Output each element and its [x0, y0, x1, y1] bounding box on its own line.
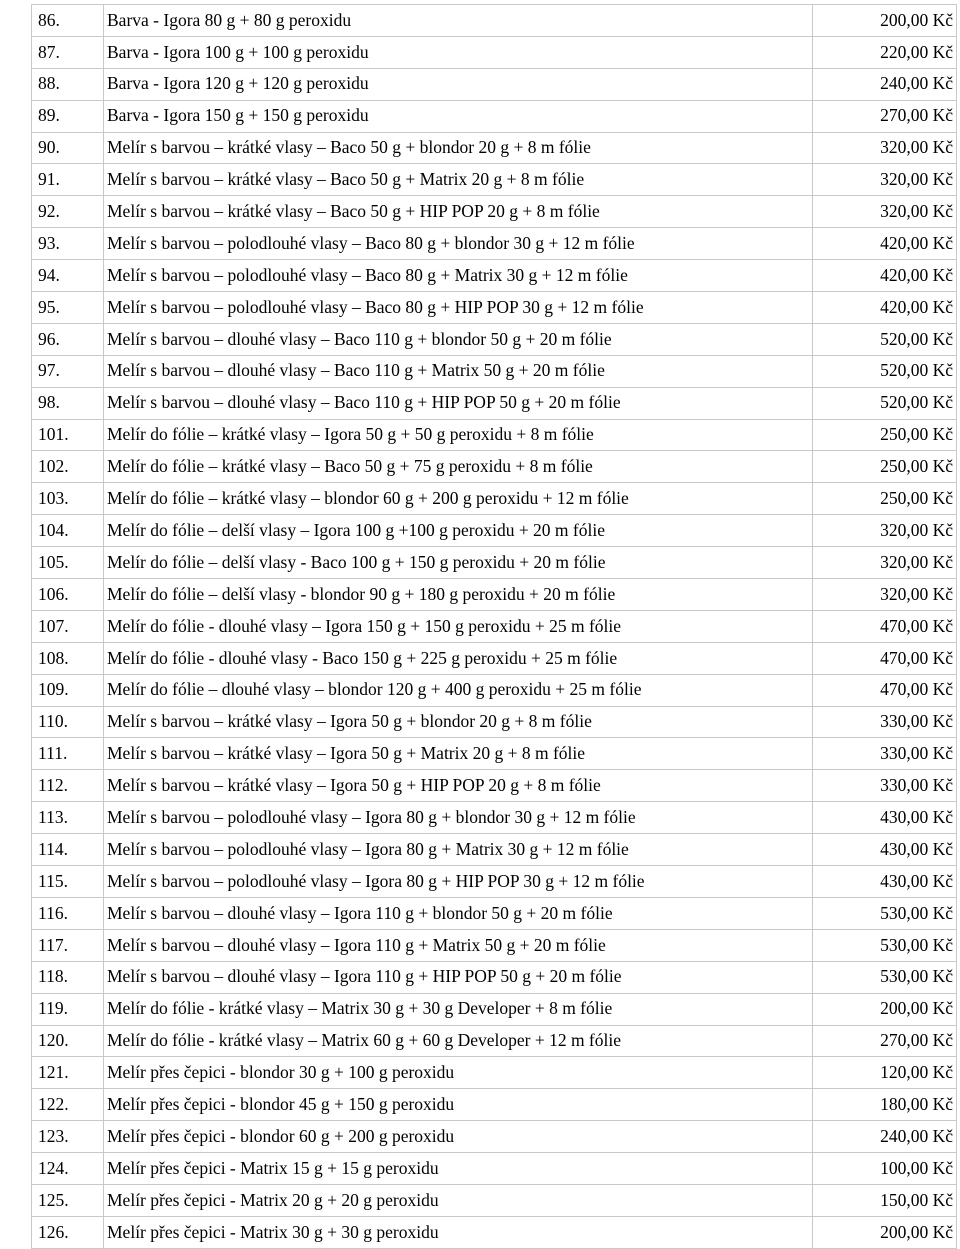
item-price: 330,00 Kč: [813, 770, 957, 802]
table-row: [32, 1025, 957, 1057]
table-row: [32, 164, 957, 196]
table-row: [32, 228, 957, 260]
item-number: 122.: [32, 1089, 104, 1121]
item-number: 118.: [32, 961, 104, 993]
item-description: Melír s barvou – krátké vlasy – Baco 50 g + HIP POP 20 g + 8 m fólie: [104, 196, 813, 228]
item-price: 180,00 Kč: [813, 1089, 957, 1121]
table-row: [32, 866, 957, 898]
item-price: 320,00 Kč: [813, 515, 957, 547]
item-number: 119.: [32, 993, 104, 1025]
item-number: 96.: [32, 323, 104, 355]
item-number: 86.: [32, 5, 104, 37]
item-price: 520,00 Kč: [813, 355, 957, 387]
item-description: Melír do fólie – krátké vlasy – Igora 50 g + 50 g peroxidu + 8 m fólie: [104, 419, 813, 451]
item-description: Melír do fólie - dlouhé vlasy – Igora 150 g + 150 g peroxidu + 25 m fólie: [104, 610, 813, 642]
table-row: [32, 897, 957, 929]
item-description: Melír s barvou – polodlouhé vlasy – Igora 80 g + blondor 30 g + 12 m fólie: [104, 802, 813, 834]
item-number: 94.: [32, 260, 104, 292]
table-row: [32, 1089, 957, 1121]
item-description: Melír přes čepici - blondor 60 g + 200 g peroxidu: [104, 1121, 813, 1153]
item-number: 111.: [32, 738, 104, 770]
item-description: Melír do fólie – krátké vlasy – blondor 60 g + 200 g peroxidu + 12 m fólie: [104, 483, 813, 515]
table-row: [32, 260, 957, 292]
item-number: 104.: [32, 515, 104, 547]
item-description: Melír s barvou – polodlouhé vlasy – Baco 80 g + blondor 30 g + 12 m fólie: [104, 228, 813, 260]
table-row: [32, 132, 957, 164]
item-description: Melír s barvou – dlouhé vlasy – Igora 110 g + blondor 50 g + 20 m fólie: [104, 897, 813, 929]
item-number: 89.: [32, 100, 104, 132]
item-description: Melír s barvou – polodlouhé vlasy – Igora 80 g + HIP POP 30 g + 12 m fólie: [104, 866, 813, 898]
item-description: Melír do fólie – dlouhé vlasy – blondor 120 g + 400 g peroxidu + 25 m fólie: [104, 674, 813, 706]
item-price: 250,00 Kč: [813, 451, 957, 483]
table-row: [32, 387, 957, 419]
item-description: Melír přes čepici - Matrix 30 g + 30 g peroxidu: [104, 1216, 813, 1248]
table-row: [32, 834, 957, 866]
table-row: [32, 961, 957, 993]
item-price: 320,00 Kč: [813, 132, 957, 164]
item-price: 320,00 Kč: [813, 547, 957, 579]
item-number: 120.: [32, 1025, 104, 1057]
item-price: 320,00 Kč: [813, 579, 957, 611]
table-row: [32, 802, 957, 834]
item-description: Melír s barvou – dlouhé vlasy – Igora 110 g + Matrix 50 g + 20 m fólie: [104, 929, 813, 961]
item-price: 420,00 Kč: [813, 260, 957, 292]
item-price: 100,00 Kč: [813, 1153, 957, 1185]
table-row: [32, 1153, 957, 1185]
item-description: Melír s barvou – krátké vlasy – Baco 50 g + Matrix 20 g + 8 m fólie: [104, 164, 813, 196]
item-price: 330,00 Kč: [813, 706, 957, 738]
item-description: Melír do fólie – delší vlasy - Baco 100 g + 150 g peroxidu + 20 m fólie: [104, 547, 813, 579]
item-price: 320,00 Kč: [813, 164, 957, 196]
table-row: [32, 1216, 957, 1248]
item-price: 530,00 Kč: [813, 961, 957, 993]
item-description: Melír s barvou – krátké vlasy – Igora 50 g + HIP POP 20 g + 8 m fólie: [104, 770, 813, 802]
item-number: 102.: [32, 451, 104, 483]
item-price: 320,00 Kč: [813, 196, 957, 228]
item-number: 107.: [32, 610, 104, 642]
item-number: 115.: [32, 866, 104, 898]
item-number: 91.: [32, 164, 104, 196]
table-row: [32, 706, 957, 738]
item-price: 220,00 Kč: [813, 36, 957, 68]
item-number: 88.: [32, 68, 104, 100]
item-price: 470,00 Kč: [813, 642, 957, 674]
table-row: [32, 547, 957, 579]
item-price: 240,00 Kč: [813, 68, 957, 100]
item-price: 270,00 Kč: [813, 100, 957, 132]
item-number: 90.: [32, 132, 104, 164]
item-number: 110.: [32, 706, 104, 738]
table-row: [32, 100, 957, 132]
item-number: 108.: [32, 642, 104, 674]
table-row: [32, 579, 957, 611]
item-number: 114.: [32, 834, 104, 866]
item-description: Barva - Igora 80 g + 80 g peroxidu: [104, 5, 813, 37]
table-row: [32, 68, 957, 100]
item-description: Melír do fólie - krátké vlasy – Matrix 30 g + 30 g Developer + 8 m fólie: [104, 993, 813, 1025]
item-description: Melír do fólie – delší vlasy - blondor 90 g + 180 g peroxidu + 20 m fólie: [104, 579, 813, 611]
item-price: 250,00 Kč: [813, 419, 957, 451]
item-price: 420,00 Kč: [813, 228, 957, 260]
price-table-body: [32, 5, 957, 1249]
item-number: 112.: [32, 770, 104, 802]
table-row: [32, 451, 957, 483]
item-description: Melír s barvou – krátké vlasy – Igora 50 g + blondor 20 g + 8 m fólie: [104, 706, 813, 738]
item-description: Melír s barvou – polodlouhé vlasy – Igora 80 g + Matrix 30 g + 12 m fólie: [104, 834, 813, 866]
table-row: [32, 993, 957, 1025]
item-description: Melír s barvou – polodlouhé vlasy – Baco 80 g + Matrix 30 g + 12 m fólie: [104, 260, 813, 292]
table-row: [32, 355, 957, 387]
item-number: 92.: [32, 196, 104, 228]
item-price: 470,00 Kč: [813, 674, 957, 706]
item-description: Melír přes čepici - blondor 30 g + 100 g peroxidu: [104, 1057, 813, 1089]
item-number: 109.: [32, 674, 104, 706]
table-row: [32, 642, 957, 674]
item-number: 101.: [32, 419, 104, 451]
item-number: 93.: [32, 228, 104, 260]
item-number: 123.: [32, 1121, 104, 1153]
item-price: 520,00 Kč: [813, 323, 957, 355]
item-price: 120,00 Kč: [813, 1057, 957, 1089]
item-price: 520,00 Kč: [813, 387, 957, 419]
table-row: [32, 1184, 957, 1216]
item-description: Melír s barvou – dlouhé vlasy – Igora 110 g + HIP POP 50 g + 20 m fólie: [104, 961, 813, 993]
item-price: 430,00 Kč: [813, 802, 957, 834]
item-price: 330,00 Kč: [813, 738, 957, 770]
table-row: [32, 5, 957, 37]
item-description: Melír s barvou – dlouhé vlasy – Baco 110 g + HIP POP 50 g + 20 m fólie: [104, 387, 813, 419]
price-table: [31, 4, 957, 1249]
item-price: 530,00 Kč: [813, 897, 957, 929]
item-price: 430,00 Kč: [813, 866, 957, 898]
table-row: [32, 483, 957, 515]
table-row: [32, 929, 957, 961]
item-price: 530,00 Kč: [813, 929, 957, 961]
item-description: Melír s barvou – dlouhé vlasy – Baco 110 g + blondor 50 g + 20 m fólie: [104, 323, 813, 355]
item-price: 420,00 Kč: [813, 292, 957, 324]
item-price: 240,00 Kč: [813, 1121, 957, 1153]
item-description: Melír přes čepici - Matrix 20 g + 20 g peroxidu: [104, 1184, 813, 1216]
table-row: [32, 674, 957, 706]
item-number: 117.: [32, 929, 104, 961]
table-row: [32, 36, 957, 68]
item-number: 97.: [32, 355, 104, 387]
item-description: Melír s barvou – dlouhé vlasy – Baco 110 g + Matrix 50 g + 20 m fólie: [104, 355, 813, 387]
table-row: [32, 738, 957, 770]
item-number: 98.: [32, 387, 104, 419]
item-number: 116.: [32, 897, 104, 929]
item-description: Melír do fólie – krátké vlasy – Baco 50 g + 75 g peroxidu + 8 m fólie: [104, 451, 813, 483]
item-price: 250,00 Kč: [813, 483, 957, 515]
item-number: 125.: [32, 1184, 104, 1216]
item-price: 200,00 Kč: [813, 1216, 957, 1248]
item-description: Melír do fólie – delší vlasy – Igora 100 g +100 g peroxidu + 20 m fólie: [104, 515, 813, 547]
item-number: 124.: [32, 1153, 104, 1185]
table-row: [32, 292, 957, 324]
item-description: Melír do fólie - dlouhé vlasy - Baco 150 g + 225 g peroxidu + 25 m fólie: [104, 642, 813, 674]
item-number: 103.: [32, 483, 104, 515]
table-row: [32, 610, 957, 642]
table-row: [32, 419, 957, 451]
item-price: 430,00 Kč: [813, 834, 957, 866]
item-number: 105.: [32, 547, 104, 579]
table-row: [32, 770, 957, 802]
item-price: 470,00 Kč: [813, 610, 957, 642]
item-number: 121.: [32, 1057, 104, 1089]
item-number: 126.: [32, 1216, 104, 1248]
item-price: 270,00 Kč: [813, 1025, 957, 1057]
item-price: 200,00 Kč: [813, 5, 957, 37]
item-description: Melír s barvou – krátké vlasy – Igora 50 g + Matrix 20 g + 8 m fólie: [104, 738, 813, 770]
item-number: 113.: [32, 802, 104, 834]
item-description: Melír s barvou – krátké vlasy – Baco 50 g + blondor 20 g + 8 m fólie: [104, 132, 813, 164]
item-price: 150,00 Kč: [813, 1184, 957, 1216]
table-row: [32, 1121, 957, 1153]
item-description: Barva - Igora 120 g + 120 g peroxidu: [104, 68, 813, 100]
table-row: [32, 323, 957, 355]
table-row: [32, 1057, 957, 1089]
item-description: Melír do fólie - krátké vlasy – Matrix 60 g + 60 g Developer + 12 m fólie: [104, 1025, 813, 1057]
item-description: Melír přes čepici - blondor 45 g + 150 g peroxidu: [104, 1089, 813, 1121]
item-price: 200,00 Kč: [813, 993, 957, 1025]
item-number: 95.: [32, 292, 104, 324]
table-row: [32, 196, 957, 228]
item-description: Melír přes čepici - Matrix 15 g + 15 g peroxidu: [104, 1153, 813, 1185]
item-description: Barva - Igora 150 g + 150 g peroxidu: [104, 100, 813, 132]
table-row: [32, 515, 957, 547]
item-number: 87.: [32, 36, 104, 68]
item-description: Melír s barvou – polodlouhé vlasy – Baco 80 g + HIP POP 30 g + 12 m fólie: [104, 292, 813, 324]
item-description: Barva - Igora 100 g + 100 g peroxidu: [104, 36, 813, 68]
item-number: 106.: [32, 579, 104, 611]
